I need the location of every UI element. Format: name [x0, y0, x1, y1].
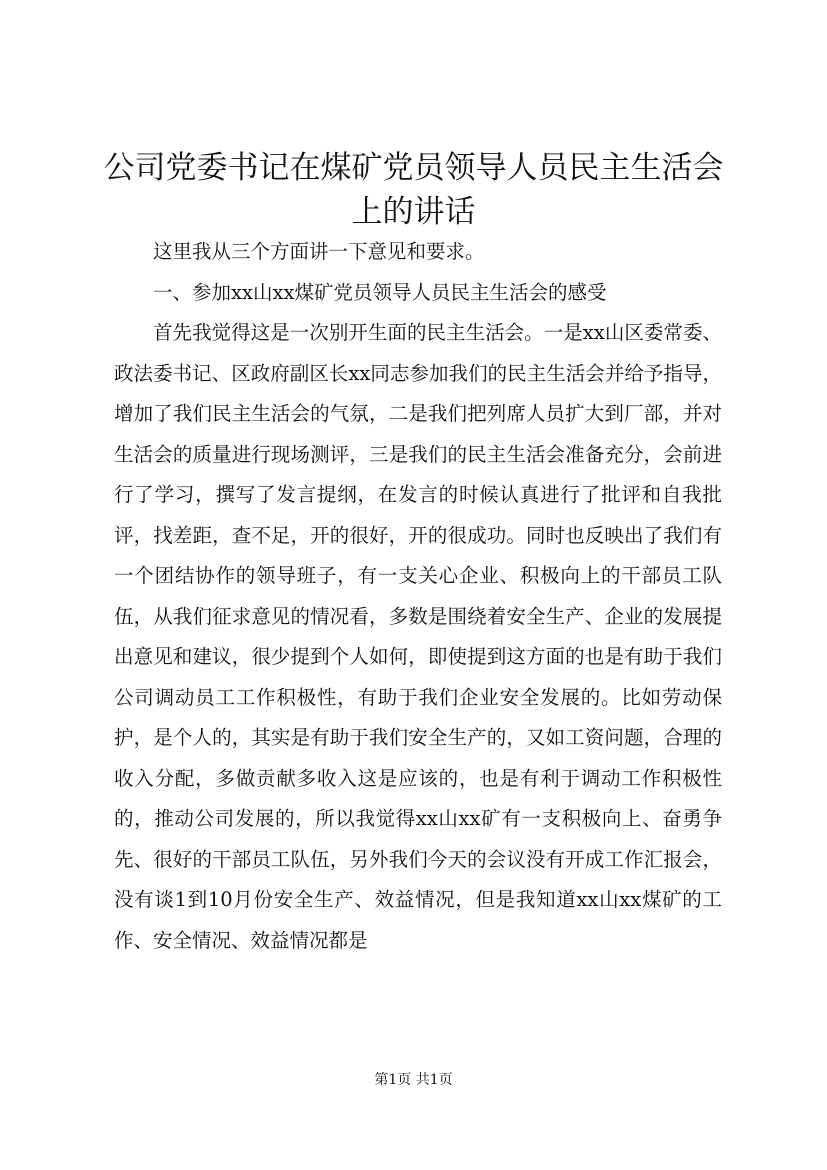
document-title: 公司党委书记在煤矿党员领导人员民主生活会上的讲话	[103, 150, 724, 230]
page-number: 第1页 共1页	[374, 1072, 453, 1088]
paragraph-intro: 这里我从三个方面讲一下意见和要求。	[153, 240, 485, 263]
document-body	[114, 232, 722, 961]
section-heading-1: 一、参加xx山xx煤矿党员领导人员民主生活会的感受	[153, 280, 607, 304]
paragraph-main: 首先我觉得这是一次别开生面的民主生活会。一是xx山区委常委、政法委书记、区政府副区长xx同志参加我们的民主生活会并给予指导，增加了我们民主生活会的气氛，二是我们把列席人员扩大到厂部，并对生活会的质量进行现场测评，三是我们的民主生活会准备充分，会前进行了学习，撰写了发言提纲，在发言的时候认真进行了批评和自我批评，找差距，查不足，开的很好，开的很成功。同时也反映出了我们有一个团结协作的领导班子，有一支关心企业、积极向上的干部员工队伍，从我们征求意见的情况看，多数是围绕着安全生产、企业的发展提出意见和建议，很少提到个人如何，即使提到这方面的也是有助于我们公司调动员工工作积极性，有助于我们企业安全发展的。比如劳动保护，是个人的，其实是有助于我们安全生产的，又如工资问题，合理的收入分配，多做贡献多收入这是应该的，也是有利于调动工作积极性的，推动公司发展的，所以我觉得xx山xx矿有一支积极向上、奋勇争先、很好的干部员工队伍，另外我们今天的会议没有开成工作汇报会，没有谈1到10月份安全生产、效益情况，但是我知道xx山xx煤矿的工作、安全情况、效益情况都是	[114, 321, 722, 952]
